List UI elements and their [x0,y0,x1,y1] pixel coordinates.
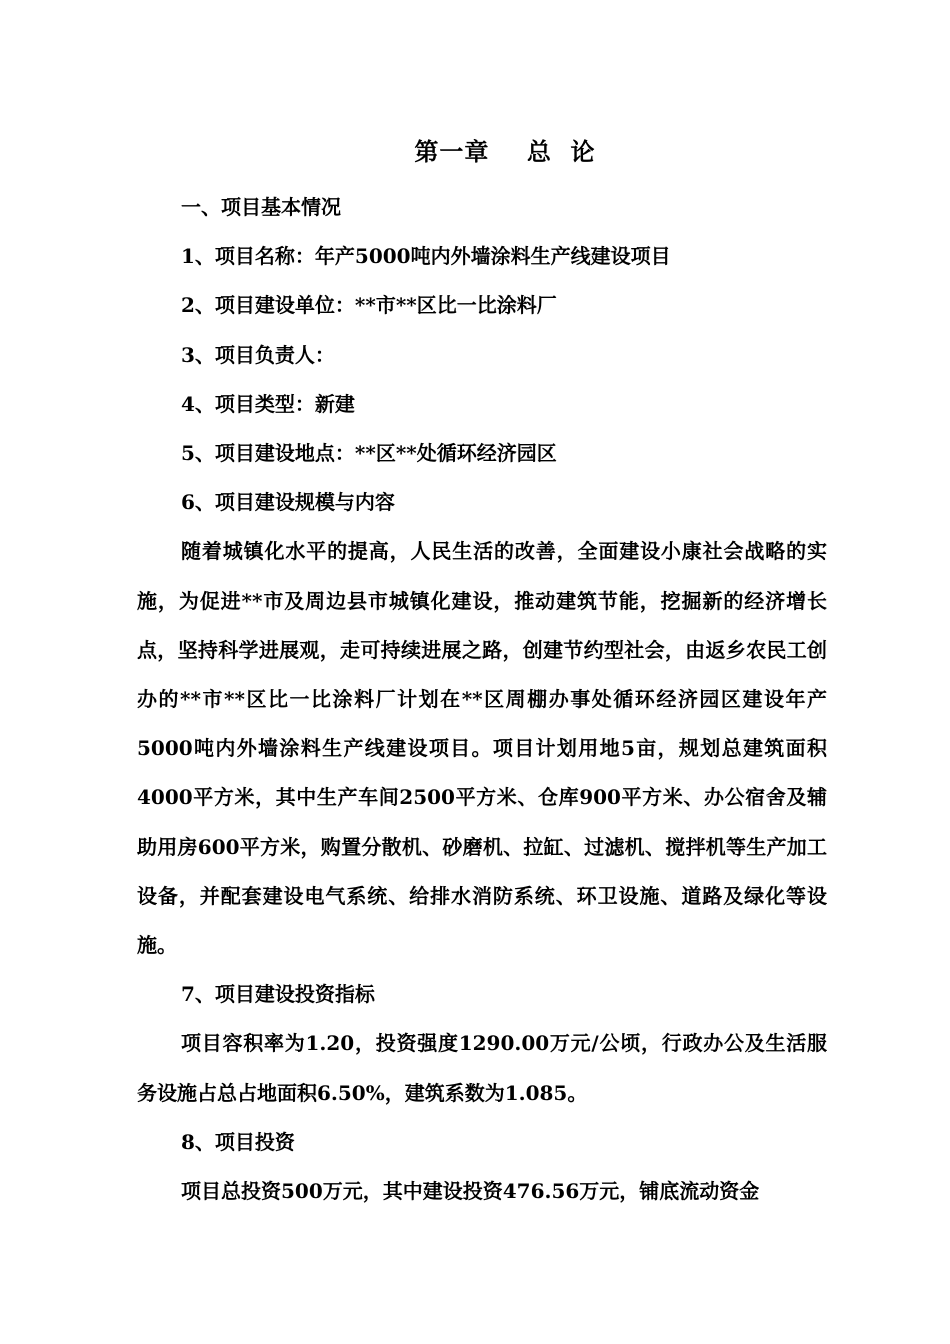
item-scale-heading: 6、项目建设规模与内容 [181,490,395,515]
document-body [137,183,827,1216]
item-investment-heading: 8、项目投资 [181,1129,295,1154]
paragraph-investment: 项目总投资500万元，其中建设投资476.56万元，铺底流动资金 [181,1178,760,1203]
item-invest-index-heading: 7、项目建设投资指标 [181,982,375,1007]
paragraph-invest-index: 项目容积率为1.20，投资强度1290.00万元/公顷，行政办公及生活服务设施占总占地面积6.50%，建筑系数为1.085。 [137,1031,827,1105]
section-heading: 一、项目基本情况 [181,195,341,219]
item-project-name: 1、项目名称：年产5000吨内外墙涂料生产线建设项目 [181,244,671,269]
paragraph-scale: 随着城镇化水平的提高，人民生活的改善，全面建设小康社会战略的实施，为促进**市及周边县市城镇化建设，推动建筑节能，挖掘新的经济增长点，坚持科学进展观，走可持续进展之路，创建节约型社会，由返乡农民工创办的**市**区比一比涂料厂计划在**区周棚办事处循环经济园区建设年产5000吨内外墙涂料生产线建设项目。项目计划用地5亩，规划总建筑面积4000平方米，其中生产车间2500平方米、仓库900平方米、办公宿舍及辅助用房600平方米，购置分散机、砂磨机、拉缸、过滤机、搅拌机等生产加工设备，并配套建设电气系统、给排水消防系统、环卫设施、道路及绿化等设施。 [137,539,827,957]
item-project-leader: 3、项目负责人： [181,342,335,367]
item-project-location: 5、项目建设地点：**区**处循环经济园区 [181,440,557,465]
item-project-type: 4、项目类型：新建 [181,391,355,416]
chapter-title: 第一章 总 论 [414,137,596,166]
item-construction-unit: 2、项目建设单位：**市**区比一比涂料厂 [181,293,557,318]
